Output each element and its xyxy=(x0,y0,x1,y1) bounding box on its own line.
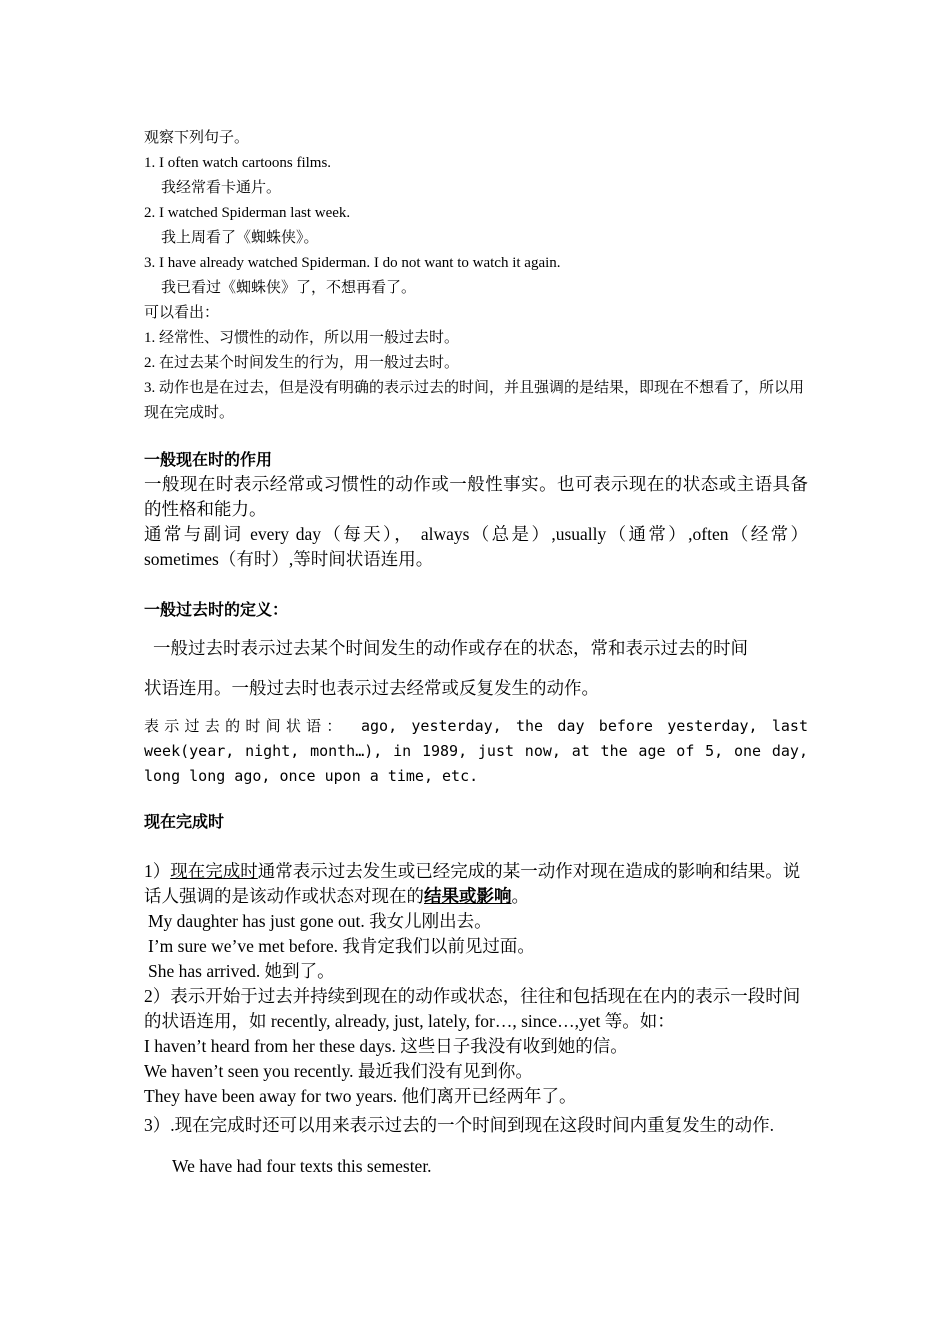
present-perfect-section xyxy=(144,810,808,1179)
simple-past-title: 一般过去时的定义： xyxy=(144,600,289,619)
result-or-effect-emphasis: 结果或影响 xyxy=(424,886,512,906)
pp-example-4: I haven’t heard from her these days. 这些日子我没有收到她的信。 xyxy=(144,1036,628,1056)
pp-example-3: She has arrived. 她到了。 xyxy=(148,961,335,981)
simple-present-section xyxy=(144,448,808,572)
present-perfect-point-1 xyxy=(144,859,808,909)
point-1-text: 通常表示过去发生或已经完成的某一动作对现在造成的影响和结果。说话人强调的是该动作或状态对现在的 xyxy=(144,861,801,906)
simple-past-section xyxy=(144,598,808,789)
point-1-prefix: 1） xyxy=(144,861,171,881)
conclusion-label: 可以看出： xyxy=(144,305,220,321)
example-zh-1: 我经常看卡通片。 xyxy=(161,180,282,196)
conclusion-point-1: 1. 经常性、习惯性的动作，所以用一般过去时。 xyxy=(144,330,460,346)
intro-section xyxy=(144,126,808,426)
simple-past-line-2: 状语连用。一般过去时也表示过去经常或反复发生的动作。 xyxy=(144,678,599,698)
simple-present-title: 一般现在时的作用 xyxy=(144,450,273,469)
present-perfect-title: 现在完成时 xyxy=(144,812,225,831)
example-en-2: 2. I watched Spiderman last week. xyxy=(144,205,351,221)
example-en-3: 3. I have already watched Spiderman. I do not want to watch it again. xyxy=(144,255,561,271)
present-perfect-body xyxy=(144,859,808,1179)
present-perfect-point-2: 2）表示开始于过去并持续到现在的动作或状态，往往和包括现在在内的表示一段时间的状语连用，如 recently, already, just, lately, for…, since…,yet 等。如： xyxy=(144,986,801,1031)
present-perfect-term: 现在完成时 xyxy=(170,861,258,881)
conclusion-point-3: 3. 动作也是在过去，但是没有明确的表示过去的时间，并且强调的是结果，即现在不想看了，所以用现在完成时。 xyxy=(144,380,805,421)
example-zh-3: 我已看过《蜘蛛侠》了，不想再看了。 xyxy=(161,280,417,296)
pp-example-7: We have had four texts this semester. xyxy=(172,1156,432,1176)
simple-past-line-1: 一般过去时表示过去某个时间发生的动作或存在的状态，常和表示过去的时间 xyxy=(153,638,748,658)
example-zh-2: 我上周看了《蜘蛛侠》。 xyxy=(161,230,319,246)
past-time-adverbials: 表示过去的时间状语： ago, yesterday, the day before yesterday, last week(year, night, month…), in 1989, just now, at the age of 5, one day, long long ago, once upon a time, etc. xyxy=(144,717,808,785)
intro-heading: 观察下列句子。 xyxy=(144,130,250,146)
pp-example-6: They have been away for two years. 他们离开已经两年了。 xyxy=(144,1086,577,1106)
point-1-end: 。 xyxy=(511,886,529,906)
conclusion-point-2: 2. 在过去某个时间发生的行为，用一般过去时。 xyxy=(144,355,460,371)
pp-example-5: We haven’t seen you recently. 最近我们没有见到你。 xyxy=(144,1061,533,1081)
simple-present-para-2: 通常与副词 every day（每天）， always（总是）,usually（通常）,often（经常）sometimes（有时）,等时间状语连用。 xyxy=(144,524,808,569)
present-perfect-point-3: 3）.现在完成时还可以用来表示过去的一个时间到现在这段时间内重复发生的动作. xyxy=(144,1115,774,1135)
simple-present-para-1: 一般现在时表示经常或习惯性的动作或一般性事实。也可表示现在的状态或主语具备的性格和能力。 xyxy=(144,474,808,519)
pp-example-1: My daughter has just gone out. 我女儿刚出去。 xyxy=(148,911,492,931)
example-en-1: 1. I often watch cartoons films. xyxy=(144,155,332,171)
pp-example-2: I’m sure we’ve met before. 我肯定我们以前见过面。 xyxy=(148,936,535,956)
